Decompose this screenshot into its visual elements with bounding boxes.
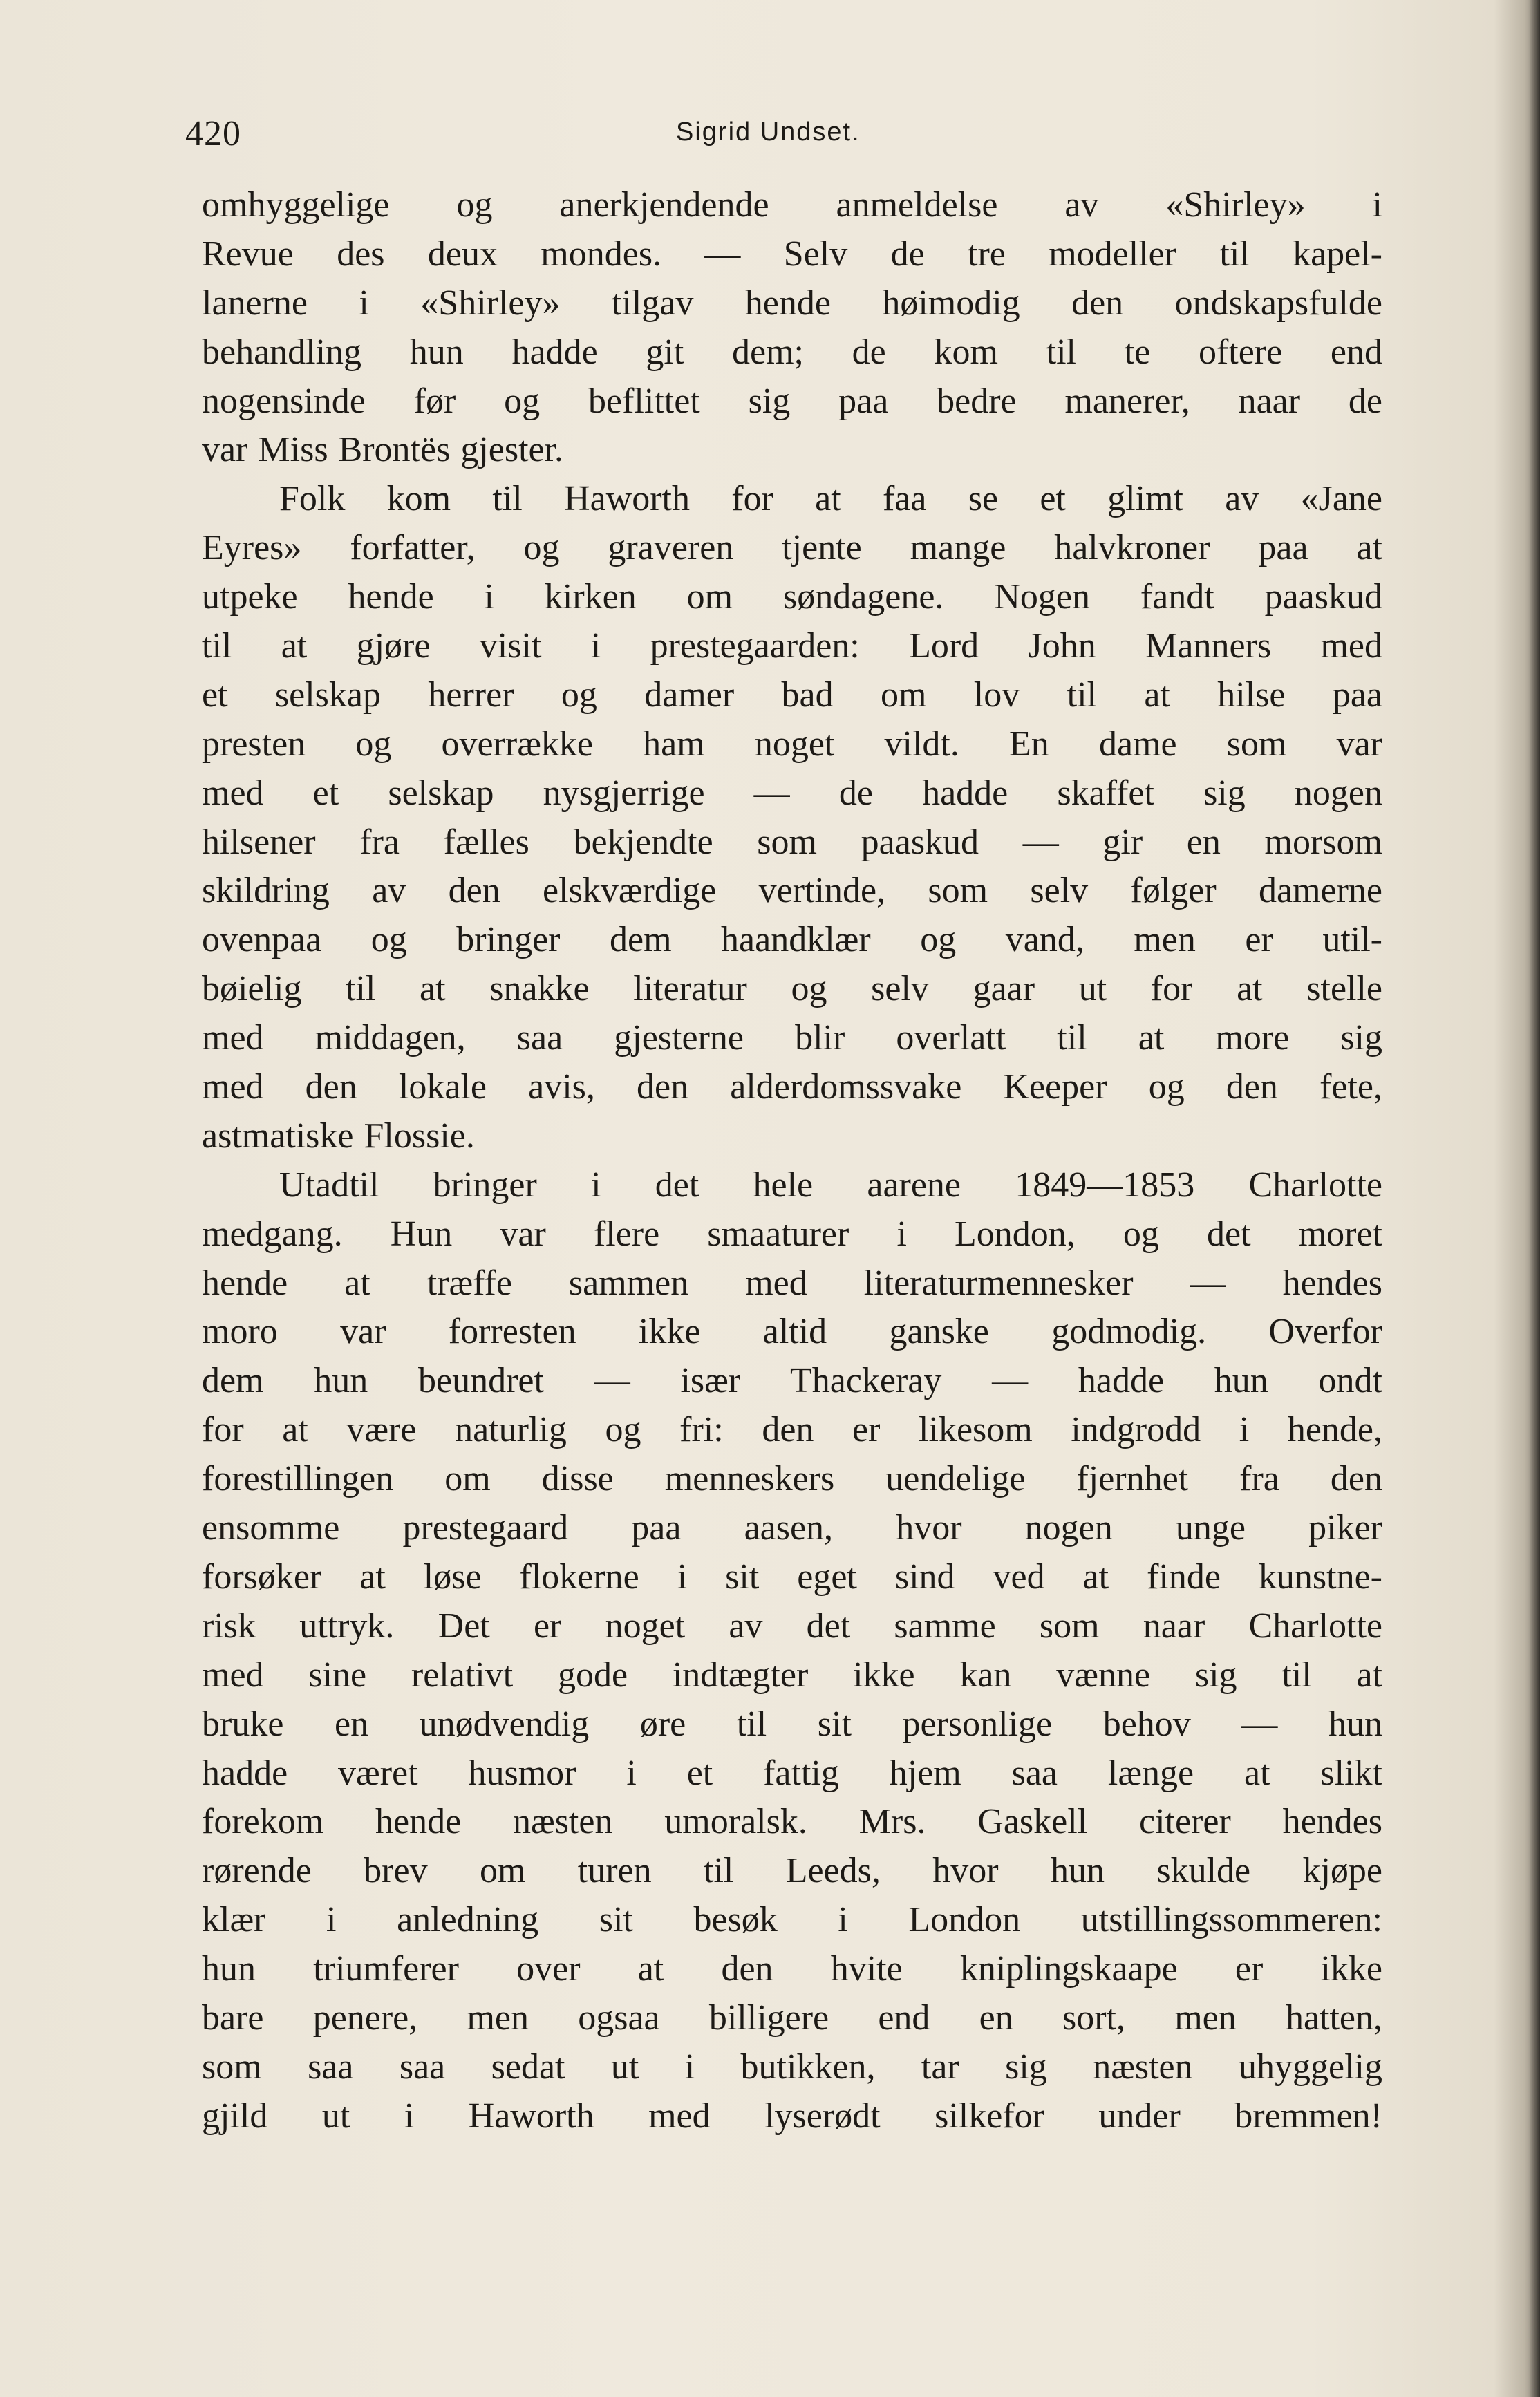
text-line: forekom hende næsten umoralsk. Mrs. Gaskell citerer hendes — [202, 1802, 1382, 1842]
text-line: omhyggelige og anerkjendende anmeldelse av «Shirley» i — [202, 185, 1382, 225]
text-line: astmatiske Flossie. — [202, 1116, 475, 1156]
text-line: hadde været husmor i et fattig hjem saa længe at slikt — [202, 1753, 1382, 1793]
text-line: bruke en unødvendig øre til sit personlige behov — hun — [202, 1704, 1382, 1744]
text-line: Eyres» forfatter, og graveren tjente mange halvkroner paa at — [202, 528, 1382, 568]
text-line: Folk kom til Haworth for at faa se et glimt av «Jane — [279, 479, 1382, 519]
text-line: hun triumferer over at den hvite kniplingskaape er ikke — [202, 1949, 1382, 1989]
page-header — [185, 109, 1388, 158]
text-line: risk uttryk. Det er noget av det samme som naar Charlotte — [202, 1606, 1382, 1646]
text-line: Revue des deux mondes. — Selv de tre modeller til kapel- — [202, 234, 1382, 274]
text-line: med sine relativt gode indtægter ikke kan vænne sig til at — [202, 1655, 1382, 1695]
text-line: for at være naturlig og fri: den er likesom indgrodd i hende, — [202, 1410, 1382, 1450]
text-line: moro var forresten ikke altid ganske godmodig. Overfor — [202, 1312, 1382, 1352]
body-text — [202, 181, 1382, 2141]
text-line: forsøker at løse flokerne i sit eget sind ved at finde kunstne- — [202, 1557, 1382, 1597]
text-line: skildring av den elskværdige vertinde, som selv følger damerne — [202, 871, 1382, 911]
text-line: med middagen, saa gjesterne blir overlatt til at more sig — [202, 1018, 1382, 1058]
text-line: til at gjøre visit i prestegaarden: Lord John Manners med — [202, 626, 1382, 666]
text-line: bare penere, men ogsaa billigere end en sort, men hatten, — [202, 1998, 1382, 2038]
page-number: 420 — [185, 114, 241, 153]
text-line: som saa saa sedat ut i butikken, tar sig næsten uhyggelig — [202, 2047, 1382, 2087]
text-line: nogensinde før og beflittet sig paa bedre manerer, naar de — [202, 381, 1382, 421]
text-line: med den lokale avis, den alderdomssvake Keeper og den fete, — [202, 1067, 1382, 1107]
text-line: hilsener fra fælles bekjendte som paaskud — gir en morsom — [202, 822, 1382, 862]
text-line: bøielig til at snakke literatur og selv gaar ut for at stelle — [202, 969, 1382, 1009]
text-line: klær i anledning sit besøk i London utstillingssommeren: — [202, 1900, 1382, 1940]
text-line: gjild ut i Haworth med lyserødt silkefor under bremmen! — [202, 2096, 1382, 2136]
text-line: ovenpaa og bringer dem haandklær og vand, men er util- — [202, 920, 1382, 960]
text-line: ensomme prestegaard paa aasen, hvor nogen unge piker — [202, 1508, 1382, 1548]
running-head: Sigrid Undset. — [676, 118, 861, 147]
text-line: lanerne i «Shirley» tilgav hende høimodig den ondskapsfulde — [202, 283, 1382, 323]
text-line: presten og overrække ham noget vildt. En dame som var — [202, 724, 1382, 764]
text-line: medgang. Hun var flere smaaturer i London, og det moret — [202, 1214, 1382, 1254]
text-line: dem hun beundret — især Thackeray — hadde hun ondt — [202, 1361, 1382, 1401]
text-line: Utadtil bringer i det hele aarene 1849—1853 Charlotte — [279, 1165, 1382, 1205]
text-line: et selskap herrer og damer bad om lov til at hilse paa — [202, 675, 1382, 715]
text-line: behandling hun hadde git dem; de kom til te oftere end — [202, 332, 1382, 372]
page-edge-shadow — [1529, 0, 1540, 2397]
text-line: var Miss Brontës gjester. — [202, 430, 564, 470]
text-line: med et selskap nysgjerrige — de hadde skaffet sig nogen — [202, 773, 1382, 813]
text-line: utpeke hende i kirken om søndagene. Nogen fandt paaskud — [202, 577, 1382, 617]
text-line: forestillingen om disse menneskers uendelige fjernhet fra den — [202, 1459, 1382, 1499]
text-line: hende at træffe sammen med literaturmennesker — hendes — [202, 1263, 1382, 1303]
text-line: rørende brev om turen til Leeds, hvor hun skulde kjøpe — [202, 1851, 1382, 1891]
